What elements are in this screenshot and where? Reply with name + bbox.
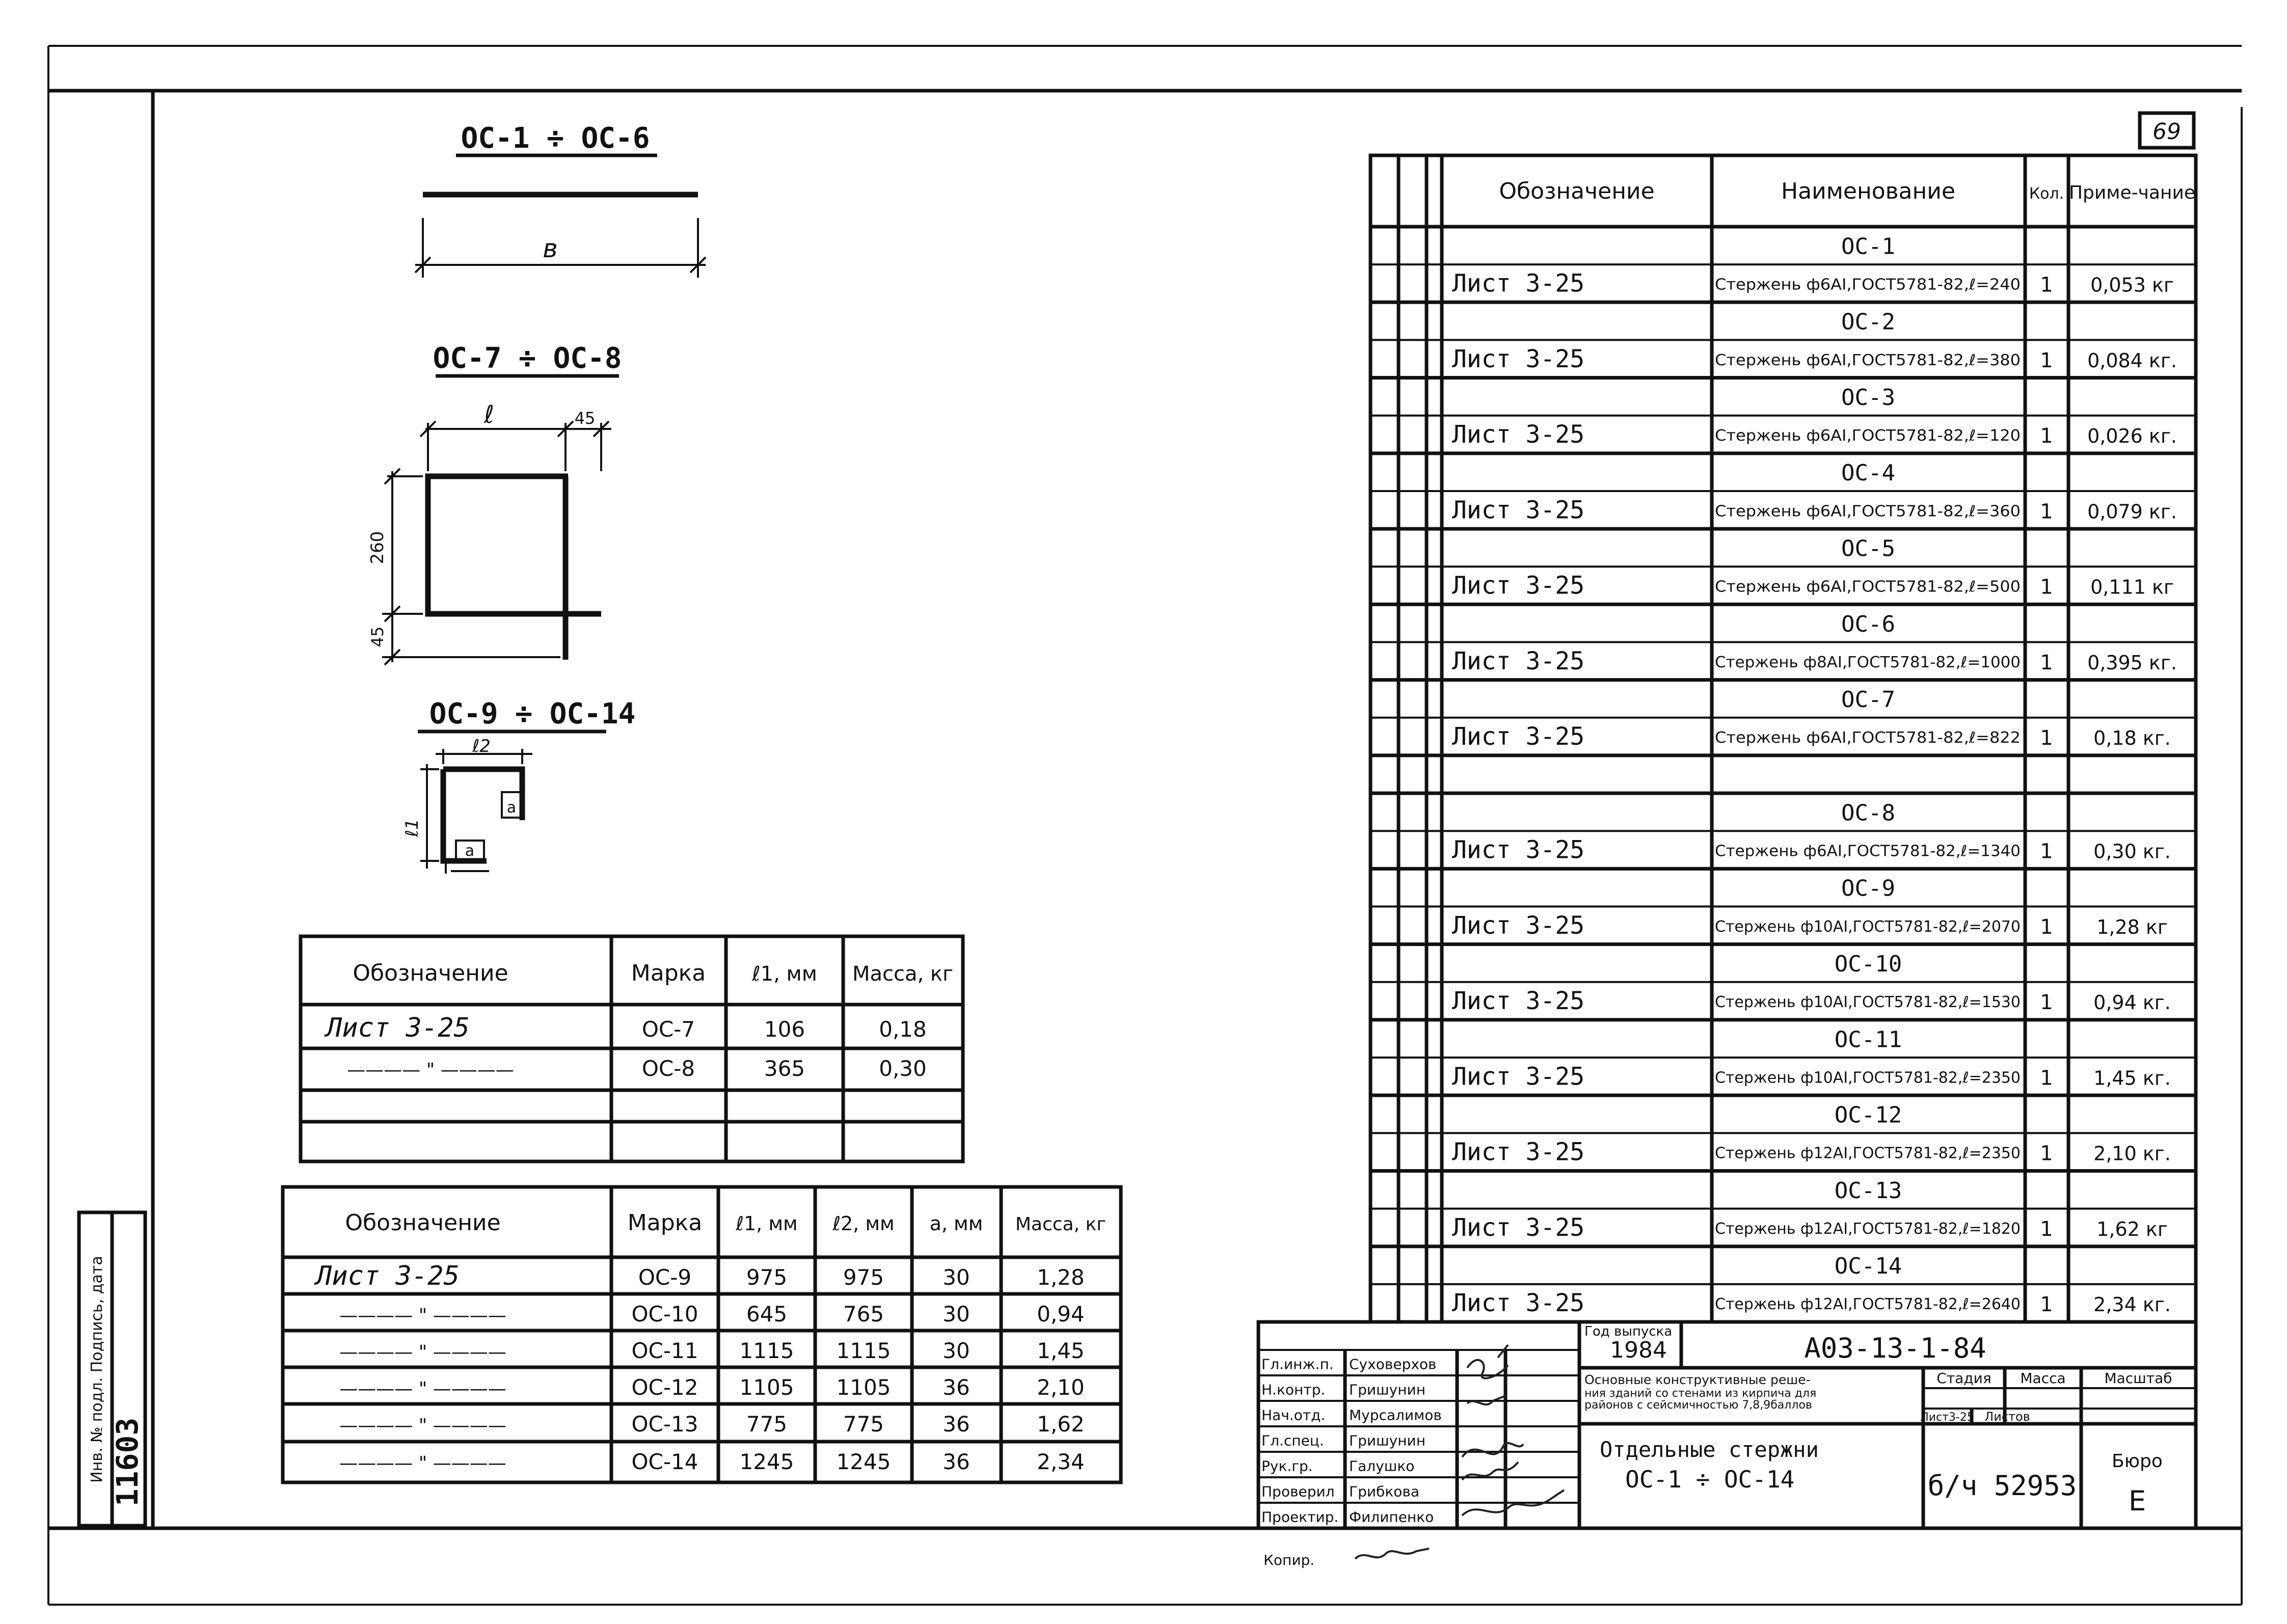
doc-title-line1: Отдельные стержни <box>1600 1437 1819 1462</box>
spec-item-designation: Лист 3-25 <box>1452 420 1585 449</box>
t2-r1-l2: 975 <box>843 1265 884 1290</box>
spec-table <box>1370 155 2196 1322</box>
t2-r1-a: 30 <box>943 1265 970 1290</box>
t2-r2-l1: 645 <box>746 1302 788 1327</box>
title-block-person: Суховерхов <box>1349 1356 1437 1373</box>
t2-r2-designation: ———— " ———— <box>339 1305 506 1326</box>
t2-r2-mark: ОС-10 <box>631 1302 698 1327</box>
title-block-role: Гл.спец. <box>1261 1432 1324 1449</box>
title-block-role: Рук.гр. <box>1261 1457 1313 1475</box>
t1-r2-mass: 0,30 <box>879 1056 927 1081</box>
spec-item-name: Стержень ф6АI,ГОСТ5781-82,ℓ=120 <box>1715 427 2021 445</box>
title-block-role: Проверил <box>1261 1483 1335 1500</box>
t1-header-mark: Марка <box>631 960 706 986</box>
spec-item-name: Стержень ф10АI,ГОСТ5781-82,ℓ=1530 <box>1715 993 2021 1012</box>
sheets-label: Листов <box>1984 1410 2030 1424</box>
t1-r1-mark: ОС-7 <box>641 1017 695 1042</box>
title-block-person: Гришунин <box>1349 1432 1426 1449</box>
sketch-os1-os6 <box>415 122 706 278</box>
spec-item-name: Стержень ф8АI,ГОСТ5781-82,ℓ=1000 <box>1715 653 2021 671</box>
spec-header-name: Наименование <box>1781 178 1955 204</box>
spec-item-note: 0,053 кг <box>2090 274 2174 296</box>
t2-r2-l2: 765 <box>843 1302 884 1327</box>
spec-section-title: ОС-8 <box>1841 800 1895 826</box>
t2-r6-mass: 2,34 <box>1037 1449 1085 1474</box>
t2-r1-mark: ОС-9 <box>638 1265 692 1290</box>
spec-section-title: ОС-10 <box>1834 951 1902 977</box>
spec-item-qty: 1 <box>2040 348 2053 372</box>
t2-r6-a: 36 <box>943 1449 970 1474</box>
t2-r5-a: 36 <box>943 1412 970 1437</box>
sketch-os9-os14 <box>402 697 635 874</box>
t1-r1-mass: 0,18 <box>879 1017 927 1042</box>
sheet-label: Лист3-25 <box>1920 1411 1974 1424</box>
spec-item-designation: Лист 3-25 <box>1452 344 1585 373</box>
spec-item-qty: 1 <box>2040 1293 2053 1317</box>
spec-item-note: 0,30 кг. <box>2093 840 2171 863</box>
title-block-person: Филипенко <box>1349 1508 1434 1526</box>
title-block-person: Гришунин <box>1349 1381 1426 1398</box>
t2-r6-mark: ОС-14 <box>631 1449 698 1474</box>
t2-header-a: a, мм <box>929 1212 983 1235</box>
page-number-box <box>2140 113 2194 148</box>
spec-item-designation: Лист 3-25 <box>1452 722 1585 751</box>
doc-code: А03-13-1-84 <box>1804 1332 1986 1364</box>
t2-header-mark: Марка <box>627 1210 703 1236</box>
spec-section-title: ОС-1 <box>1841 233 1895 260</box>
spec-item-designation: Лист 3-25 <box>1452 1062 1585 1091</box>
t2-r5-l1: 775 <box>746 1412 788 1437</box>
dim-45-top: 45 <box>574 409 596 428</box>
spec-item-name: Стержень ф10АI,ГОСТ5781-82,ℓ=2070 <box>1715 917 2021 936</box>
spec-section-title: ОС-12 <box>1834 1102 1902 1128</box>
t2-r6-l2: 1245 <box>836 1449 891 1474</box>
spec-item-designation: Лист 3-25 <box>1452 835 1585 864</box>
spec-item-note: 0,079 кг. <box>2087 500 2177 523</box>
dim-b: в <box>543 234 558 263</box>
t1-r1-designation: Лист 3-25 <box>326 1013 470 1043</box>
project-line2: ния зданий со стенами из кирпича для <box>1584 1387 1817 1400</box>
t2-r1-designation: Лист 3-25 <box>316 1261 460 1291</box>
spec-item-qty: 1 <box>2040 424 2053 448</box>
dim-260: 260 <box>367 531 388 564</box>
spec-section-title: ОС-6 <box>1841 611 1895 637</box>
title-block-person: Мурсалимов <box>1349 1406 1442 1424</box>
t1-r1-l1: 106 <box>764 1017 805 1042</box>
spec-item-note: 2,10 кг. <box>2093 1142 2171 1165</box>
t2-r5-mass: 1,62 <box>1037 1412 1085 1437</box>
spec-header-designation: Обозначение <box>1499 178 1655 204</box>
spec-header-qty: Кол. <box>2029 185 2064 203</box>
year-label: Год выпуска <box>1584 1324 1673 1339</box>
project-line1: Основные конструктивные реше- <box>1584 1372 1811 1387</box>
t2-r5-l2: 775 <box>843 1412 884 1437</box>
spec-item-designation: Лист 3-25 <box>1452 987 1585 1016</box>
spec-item-name: Стержень ф6АI,ГОСТ5781-82,ℓ=380 <box>1715 351 2021 369</box>
spec-section-title: ОС-13 <box>1834 1177 1902 1204</box>
t2-r5-mark: ОС-13 <box>631 1412 698 1437</box>
inventory-number: 11603 <box>110 1417 145 1507</box>
spec-section-title: ОС-14 <box>1834 1253 1902 1280</box>
sketch-os9-title: ОС-9 ÷ ОС-14 <box>429 697 636 730</box>
spec-section-title: ОС-2 <box>1841 309 1895 335</box>
spec-item-name: Стержень ф6АI,ГОСТ5781-82,ℓ=360 <box>1715 502 2021 521</box>
spec-item-name: Стержень ф6АI,ГОСТ5781-82,ℓ=1340 <box>1715 842 2021 860</box>
spec-item-designation: Лист 3-25 <box>1452 911 1585 940</box>
sketch-os7-os8 <box>367 342 622 665</box>
spec-item-designation: Лист 3-25 <box>1452 1289 1585 1318</box>
t2-r3-l1: 1115 <box>739 1338 794 1363</box>
year: 1984 <box>1610 1337 1667 1363</box>
title-block-role: Н.контр. <box>1261 1381 1326 1398</box>
spec-item-qty: 1 <box>2040 1217 2053 1241</box>
t2-header-designation: Обозначение <box>345 1210 501 1236</box>
side-stamp <box>79 1212 145 1526</box>
t2-r3-designation: ———— " ———— <box>339 1342 506 1363</box>
t2-r3-mark: ОС-11 <box>631 1338 698 1363</box>
spec-item-note: 0,94 кг. <box>2093 991 2171 1014</box>
spec-item-qty: 1 <box>2040 915 2053 939</box>
spec-item-note: 0,395 кг. <box>2087 651 2177 674</box>
spec-item-note: 1,62 кг <box>2096 1217 2168 1240</box>
spec-item-note: 0,18 кг. <box>2093 727 2171 750</box>
t2-r5-designation: ———— " ———— <box>339 1415 506 1436</box>
t1-r2-l1: 365 <box>764 1056 805 1081</box>
spec-item-qty: 1 <box>2040 575 2053 599</box>
title-block-role: Нач.отд. <box>1261 1406 1326 1424</box>
spec-item-qty: 1 <box>2040 991 2053 1015</box>
sketch-os1-title: ОС-1 ÷ ОС-6 <box>461 122 650 155</box>
t2-r3-l2: 1115 <box>836 1338 891 1363</box>
spec-item-designation: Лист 3-25 <box>1452 1213 1585 1242</box>
t2-r4-mark: ОС-12 <box>631 1375 698 1400</box>
dim-l1: ℓ1 <box>402 819 422 837</box>
spec-item-name: Стержень ф12АI,ГОСТ5781-82,ℓ=2640 <box>1715 1295 2021 1314</box>
spec-item-qty: 1 <box>2040 651 2053 674</box>
spec-item-name: Стержень ф12АI,ГОСТ5781-82,ℓ=1820 <box>1715 1220 2021 1238</box>
t1-header-l1: ℓ1, мм <box>752 962 817 986</box>
t2-r3-a: 30 <box>943 1338 970 1363</box>
t1-r2-designation: ———— " ———— <box>347 1060 514 1080</box>
spec-item-qty: 1 <box>2040 500 2053 524</box>
t2-r4-l1: 1105 <box>739 1375 794 1400</box>
spec-item-qty: 1 <box>2040 840 2053 863</box>
spec-item-name: Стержень ф10АI,ГОСТ5781-82,ℓ=2350 <box>1715 1069 2021 1087</box>
t2-r2-mass: 0,94 <box>1037 1302 1085 1327</box>
spec-item-designation: Лист 3-25 <box>1452 1138 1585 1167</box>
sketch-os7-title: ОС-7 ÷ ОС-8 <box>433 342 622 375</box>
t2-r3-mass: 1,45 <box>1037 1338 1085 1363</box>
title-block-role: Гл.инж.п. <box>1261 1356 1334 1373</box>
spec-item-note: 0,084 кг. <box>2087 349 2177 372</box>
title-block <box>1258 1322 2196 1568</box>
spec-item-name: Стержень ф6АI,ГОСТ5781-82,ℓ=822 <box>1715 729 2021 747</box>
spec-item-qty: 1 <box>2040 1066 2053 1090</box>
table-os9-os14 <box>283 1187 1121 1482</box>
t1-header-mass: Масса, кг <box>852 962 954 986</box>
side-stamp-label: Инв. № подл. Подпись, дата <box>88 1256 106 1483</box>
order-number: б/ч 52953 <box>1927 1470 2077 1502</box>
bureau-label: Бюро <box>2112 1451 2163 1472</box>
spec-section-title: ОС-5 <box>1841 535 1895 562</box>
t1-r2-mark: ОС-8 <box>641 1056 695 1081</box>
spec-section-title: ОС-9 <box>1841 875 1895 902</box>
spec-item-name: Стержень ф6АI,ГОСТ5781-82,ℓ=240 <box>1715 276 2021 294</box>
bent-bar-square <box>428 476 601 660</box>
spec-item-name: Стержень ф12АI,ГОСТ5781-82,ℓ=2350 <box>1715 1144 2021 1162</box>
t2-r6-l1: 1245 <box>739 1449 794 1474</box>
copy-label: Копир. <box>1263 1552 1315 1568</box>
page-number: 69 <box>2153 119 2181 145</box>
project-line3: районов с сейсмичностью 7,8,9баллов <box>1584 1399 1812 1412</box>
spec-section-title: ОС-7 <box>1841 687 1895 713</box>
mass-label: Масса <box>2020 1370 2066 1387</box>
t1-header-designation: Обозначение <box>353 960 508 986</box>
doc-title-line2: ОС-1 ÷ ОС-14 <box>1625 1466 1795 1493</box>
spec-item-designation: Лист 3-25 <box>1452 496 1585 525</box>
t2-r1-l1: 975 <box>746 1265 788 1290</box>
t2-header-mass: Масса, кг <box>1015 1214 1107 1235</box>
dim-l2: ℓ2 <box>472 736 491 756</box>
spec-item-designation: Лист 3-25 <box>1452 269 1585 298</box>
spec-header-note: Приме-чание <box>2068 182 2196 203</box>
spec-section-title: ОС-11 <box>1834 1026 1902 1053</box>
title-block-person: Грибкова <box>1349 1483 1420 1500</box>
spec-item-note: 1,28 кг <box>2096 915 2168 938</box>
t2-r2-a: 30 <box>943 1302 970 1327</box>
t2-r4-mass: 2,10 <box>1037 1375 1085 1400</box>
spec-item-note: 0,111 кг <box>2090 576 2174 599</box>
title-block-person: Галушко <box>1349 1457 1415 1475</box>
stage-label: Стадия <box>1936 1370 1992 1387</box>
spec-item-qty: 1 <box>2040 273 2053 297</box>
scale-label: Масштаб <box>2104 1370 2172 1387</box>
t2-header-l1: ℓ1, мм <box>736 1212 798 1235</box>
spec-item-note: 2,34 кг. <box>2093 1293 2171 1316</box>
t2-header-l2: ℓ2, мм <box>832 1212 895 1235</box>
spec-item-note: 0,026 кг. <box>2087 425 2177 448</box>
t2-r4-a: 36 <box>943 1375 970 1400</box>
t2-r4-l2: 1105 <box>836 1375 891 1400</box>
spec-item-designation: Лист 3-25 <box>1452 646 1585 675</box>
spec-section-title: ОС-4 <box>1841 460 1895 486</box>
spec-item-qty: 1 <box>2040 726 2053 750</box>
t2-r4-designation: ———— " ———— <box>339 1378 506 1399</box>
dim-a-vertical: a <box>506 799 517 817</box>
dim-l: ℓ <box>484 400 494 429</box>
title-block-role: Проектир. <box>1261 1508 1339 1526</box>
spec-item-name: Стержень ф6АI,ГОСТ5781-82,ℓ=500 <box>1715 578 2021 596</box>
table-os7-os8 <box>301 936 963 1161</box>
spec-item-note: 1,45 кг. <box>2093 1067 2171 1090</box>
t2-r1-mass: 1,28 <box>1037 1265 1085 1290</box>
bureau-value: Е <box>2128 1485 2146 1517</box>
t2-r6-designation: ———— " ———— <box>339 1453 506 1474</box>
spec-item-qty: 1 <box>2040 1142 2053 1166</box>
dim-a-horizontal: a <box>465 842 475 860</box>
dim-45-side: 45 <box>368 626 387 647</box>
spec-item-designation: Лист 3-25 <box>1452 571 1585 600</box>
spec-section-title: ОС-3 <box>1841 384 1895 411</box>
